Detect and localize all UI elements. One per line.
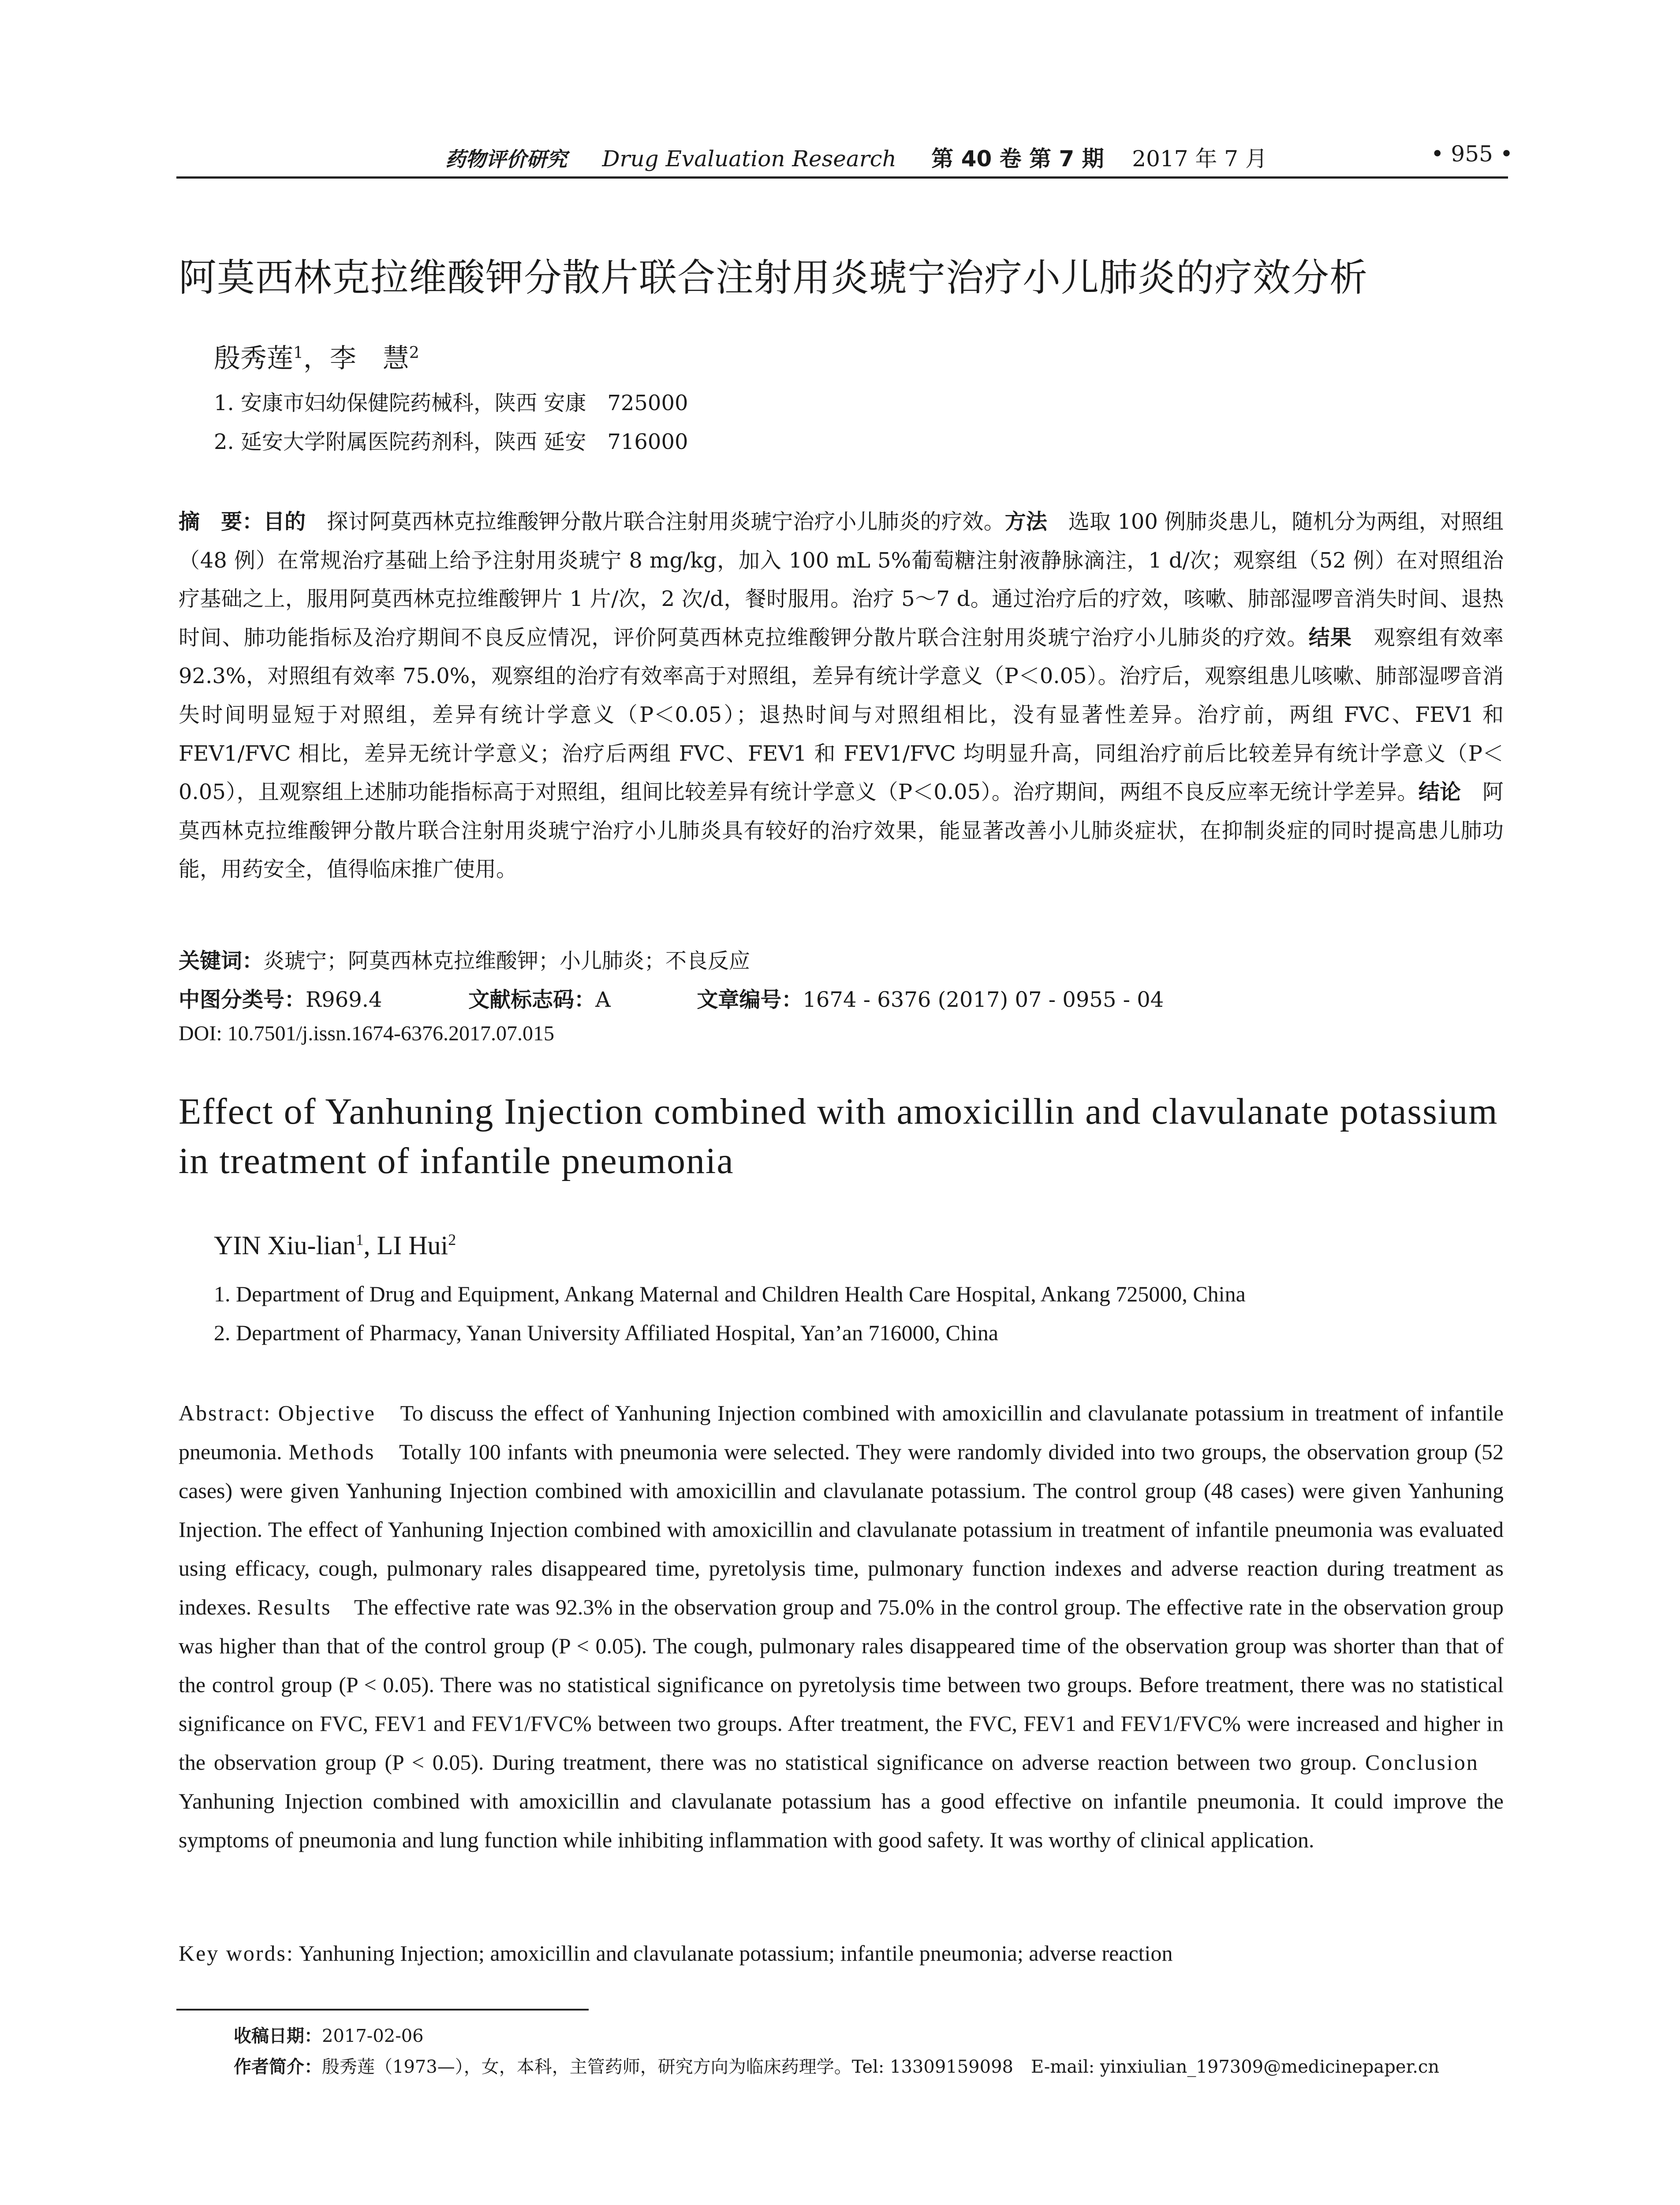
methods-cn: 选取 100 例肺炎患儿，随机分为两组，对照组（48 例）在常规治疗基础上给予注射用炎琥宁 8 mg/kg，加入 100 mL 5%葡萄糖注射液静脉滴注，1 d/次；观察组（52 例）在对照组治疗基础之上，服用阿莫西林克拉维酸钾片 1 片/次，2 次/d，餐时服用。治疗 5～7 d。通过治疗后的疗效，咳嗽、肺部湿啰音消失时间、退热时间、肺功能指标及治疗期间不良反应情况，评价阿莫西林克拉维酸钾分散片联合注射用炎琥宁治疗小儿肺炎的疗效。	[179, 509, 1504, 650]
author-2-en: LI Hui	[377, 1231, 448, 1260]
title-en: Effect of Yanhuning Injection combined with amoxicillin and clavulanate potassium in treatment of infantile pneumonia	[179, 1091, 1498, 1181]
objective-cn-label: 目的	[263, 509, 306, 534]
author-bio-value: 殷秀莲（1973—），女，本科，主管药师，研究方向为临床药理学。Tel: 13309159098 E-mail: yinxiulian_197309@medicinepaper.cn	[322, 2057, 1440, 2077]
conclusion-en-label: Conclusion	[1365, 1750, 1479, 1775]
conclusion-cn: 阿莫西林克拉维酸钾分散片联合注射用炎琥宁治疗小儿肺炎具有较好的治疗效果，能显著改善小儿肺炎症状，在抑制炎症的同时提高患儿肺功能，用药安全，值得临床推广使用。	[179, 780, 1504, 882]
author-bio-label: 作者简介：	[234, 2057, 322, 2077]
footnote-author	[234, 2053, 1439, 2078]
keywords-cn-value: 炎琥宁；阿莫西林克拉维酸钾；小儿肺炎；不良反应	[263, 949, 750, 973]
clc-label: 中图分类号：	[179, 987, 306, 1012]
journal-name-en: Drug Evaluation Research	[602, 146, 896, 172]
affiliation-cn-2: 2. 延安大学附属医院药剂科，陕西 延安 716000	[214, 430, 688, 454]
results-en-label: Results	[257, 1595, 332, 1619]
received-value: 2017-02-06	[322, 2026, 424, 2046]
keywords-cn	[179, 944, 750, 974]
author-1-en: YIN Xiu-lian	[214, 1231, 356, 1260]
footnote-received	[234, 2022, 424, 2047]
abstract-cn	[179, 503, 1504, 889]
author-1-cn-affil: 1	[293, 344, 303, 362]
results-en: The effective rate was 92.3% in the observation group and 75.0% in the control group. The effective rate in the observation group was higher than that of the control group (P < 0.05). The cough, pulmonary rales disappeared time of the observation group was shorter than that of the control group (P < 0.05). There was no statistical significance on pyretolysis time between two groups. Before treatment, there was no statistical significance on FVC, FEV1 and FEV1/FVC% between two groups. After treatment, the FVC, FEV1 and FEV1/FVC% were increased and higher in the observation group (P < 0.05). During treatment, there was no statistical significance on adverse reaction between two group.	[179, 1595, 1504, 1775]
footnote-rule	[176, 2009, 589, 2011]
abstract-en-label: Abstract:	[179, 1401, 272, 1425]
title-cn: 阿莫西林克拉维酸钾分散片联合注射用炎琥宁治疗小儿肺炎的疗效分析	[179, 256, 1368, 300]
keywords-cn-label: 关键词：	[179, 949, 264, 973]
results-cn-label: 结果	[1308, 625, 1352, 650]
affiliation-cn-1: 1. 安康市妇幼保健院药械科，陕西 安康 725000	[214, 391, 688, 415]
issue-info: 第 40 卷 第 7 期	[931, 146, 1104, 172]
abstract-en	[179, 1394, 1504, 1859]
abstract-cn-label: 摘 要：	[179, 509, 264, 534]
keywords-en	[179, 1940, 1172, 1966]
clc-value: R969.4	[306, 987, 382, 1012]
doi: DOI: 10.7501/j.issn.1674-6376.2017.07.015	[179, 1022, 554, 1045]
author-sep-cn: ，	[303, 343, 330, 374]
author-2-cn: 李 慧	[329, 343, 409, 374]
article-no-value: 1674 - 6376 (2017) 07 - 0955 - 04	[803, 987, 1164, 1012]
received-label: 收稿日期：	[234, 2026, 322, 2046]
running-header	[445, 141, 1267, 173]
objective-cn: 探讨阿莫西林克拉维酸钾分散片联合注射用炎琥宁治疗小儿肺炎的疗效。	[306, 509, 1005, 534]
author-2-cn-affil: 2	[409, 344, 419, 362]
affiliation-en-2: 2. Department of Pharmacy, Yanan University Affiliated Hospital, Yan’an 716000, China	[214, 1320, 998, 1345]
keywords-en-value: Yanhuning Injection; amoxicillin and clavulanate potassium; infantile pneumonia; adverse reaction	[294, 1941, 1173, 1966]
keywords-en-label: Key words:	[179, 1941, 294, 1966]
methods-cn-label: 方法	[1004, 509, 1047, 534]
conclusion-cn-label: 结论	[1418, 780, 1461, 805]
results-cn: 观察组有效率 92.3%，对照组有效率 75.0%，观察组的治疗有效率高于对照组，差异有统计学意义（P＜0.05）。治疗后，观察组患儿咳嗽、肺部湿啰音消失时间明显短于对照组，差异有统计学意义（P＜0.05）；退热时间与对照组相比，没有显著性差异。治疗前，两组 FVC、FEV1 和 FEV1/FVC 相比，差异无统计学意义；治疗后两组 FVC、FEV1 和 FEV1/FVC 均明显升高，同组治疗前后比较差异有统计学意义（P＜0.05），且观察组上述肺功能指标高于对照组，组间比较差异有统计学意义（P＜0.05）。治疗期间，两组不良反应率无统计学差异。	[179, 625, 1504, 805]
doc-code-label: 文献标志码：	[468, 987, 596, 1012]
authors-en	[214, 1230, 456, 1261]
journal-logo: 药物评价研究	[445, 147, 567, 171]
methods-en-label: Methods	[288, 1439, 375, 1464]
doc-code-value: A	[595, 987, 611, 1012]
conclusion-en: Yanhuning Injection combined with amoxicillin and clavulanate potassium has a good effective on infantile pneumonia. It could improve the symptoms of pneumonia and lung function while inhibiting inflammation with good safety. It was worthy of clinical application.	[179, 1750, 1504, 1852]
author-2-en-affil: 2	[448, 1231, 456, 1248]
issue-date: 2017 年 7 月	[1132, 146, 1268, 172]
page-number: • 955 •	[1431, 141, 1513, 167]
article-no-label: 文章编号：	[697, 987, 803, 1012]
authors-cn	[214, 337, 419, 375]
classification-line	[179, 983, 1164, 1013]
author-sep-en: ,	[363, 1231, 377, 1260]
objective-en-label: Objective	[278, 1401, 376, 1425]
affiliation-en-1: 1. Department of Drug and Equipment, Ankang Maternal and Children Health Care Hospital, Ankang 725000, China	[214, 1282, 1246, 1306]
methods-en: Totally 100 infants with pneumonia were selected. They were randomly divided into two groups, the observation group (52 cases) were given Yanhuning Injection combined with amoxicillin and clavulanate potassium. The control group (48 cases) were given Yanhuning Injection. The effect of Yanhuning Injection combined with amoxicillin and clavulanate potassium in treatment of infantile pneumonia was evaluated using efficacy, cough, pulmonary rales disappeared time, pyretolysis time, pulmonary function indexes and adverse reaction during treatment as indexes.	[179, 1439, 1504, 1619]
author-1-en-affil: 1	[355, 1231, 364, 1248]
objective-en: To discuss the effect of Yanhuning Injection combined with amoxicillin and clavulanate potassium in treatment of infantile pneumonia.	[179, 1401, 1504, 1464]
author-1-cn: 殷秀莲	[214, 343, 293, 374]
header-rule	[176, 176, 1508, 179]
